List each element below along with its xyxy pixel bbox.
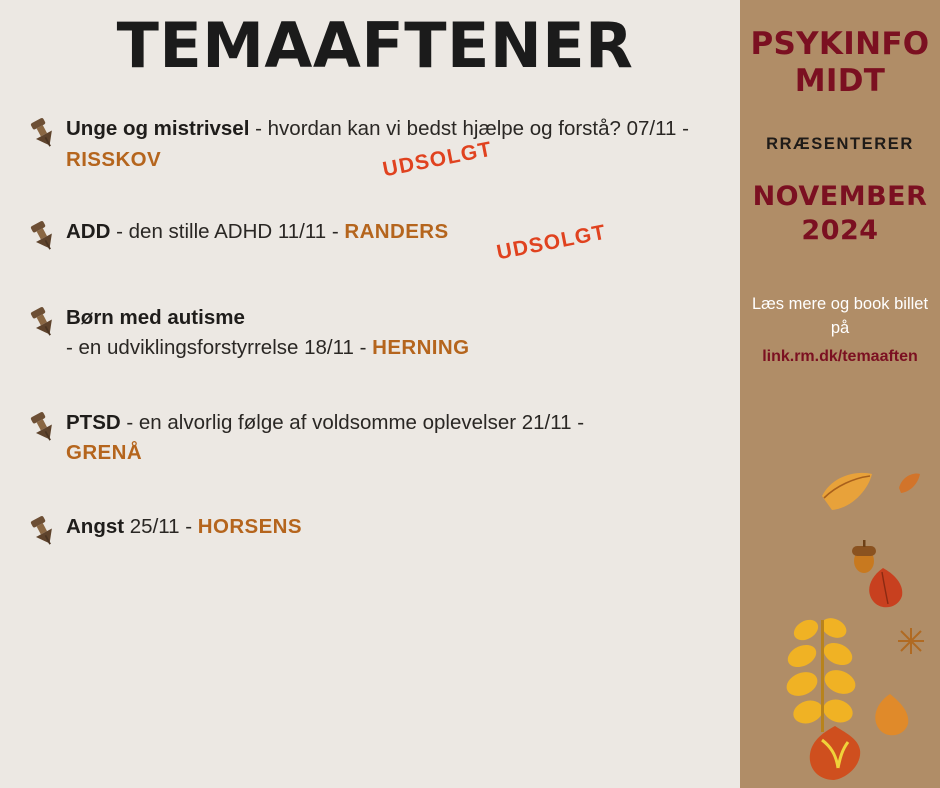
pushpin-icon xyxy=(26,114,66,150)
brand-line-1: PSYKINFO xyxy=(750,26,930,62)
event-title: Børn med autisme xyxy=(66,305,245,329)
pushpin-icon xyxy=(26,303,66,339)
list-item[interactable] xyxy=(26,408,740,469)
page-title: TEMAAFTENER xyxy=(116,9,634,82)
event-description: - den stille ADHD 11/11 - xyxy=(110,219,345,243)
event-city: RANDERS xyxy=(344,219,449,243)
status-badge-soldout: UDSOLGT xyxy=(494,220,609,265)
event-title: Unge og mistrivsel xyxy=(66,117,250,141)
status-badge-soldout: UDSOLGT xyxy=(380,137,495,182)
booking-text: Læs mere og book billet på xyxy=(751,294,929,338)
event-list xyxy=(0,114,740,552)
leaf-icon xyxy=(868,692,912,740)
event-text xyxy=(66,512,302,542)
list-item[interactable] xyxy=(26,114,740,182)
brand-line-2: MIDT xyxy=(794,62,886,99)
event-text xyxy=(66,408,584,469)
list-item[interactable] xyxy=(26,303,740,364)
booking-link[interactable]: link.rm.dk/temaaften xyxy=(762,348,918,366)
acorn-icon xyxy=(848,540,880,574)
leaf-icon xyxy=(860,566,906,610)
event-city: HORSENS xyxy=(197,515,302,539)
leaf-icon xyxy=(776,612,872,734)
leaf-icon xyxy=(818,468,878,514)
leaf-icon xyxy=(896,626,926,656)
event-title: PTSD xyxy=(66,410,121,434)
pushpin-icon xyxy=(26,408,66,444)
event-description: - hvordan kan vi bedst hjælpe og forstå? 07/11 - xyxy=(249,117,689,141)
event-title: Angst xyxy=(66,515,125,539)
event-city: HERNING xyxy=(372,336,470,360)
list-item[interactable] xyxy=(26,217,740,265)
list-item[interactable] xyxy=(26,512,740,552)
brand-name xyxy=(750,26,930,99)
event-city: RISSKOV xyxy=(66,147,162,171)
event-description: 25/11 - xyxy=(124,515,198,539)
booking-info xyxy=(750,292,930,370)
event-text xyxy=(66,217,609,265)
event-title: ADD xyxy=(66,219,111,243)
event-description: - en alvorlig følge af voldsomme oplevelser 21/11 - xyxy=(120,410,585,434)
leaf-icon xyxy=(802,724,868,786)
year-label: 2024 xyxy=(801,214,879,246)
month-label: NOVEMBER xyxy=(752,181,928,213)
event-text xyxy=(66,303,469,364)
event-description: - en udviklingsforstyrrelse 18/11 - xyxy=(66,336,373,360)
sidebar xyxy=(740,0,940,788)
pushpin-icon xyxy=(26,217,66,253)
leaf-icon xyxy=(896,470,922,496)
presents-label: RRÆSENTERER xyxy=(766,135,914,154)
event-city: GRENÅ xyxy=(66,440,143,464)
pushpin-icon xyxy=(26,512,66,548)
event-text xyxy=(66,114,706,182)
